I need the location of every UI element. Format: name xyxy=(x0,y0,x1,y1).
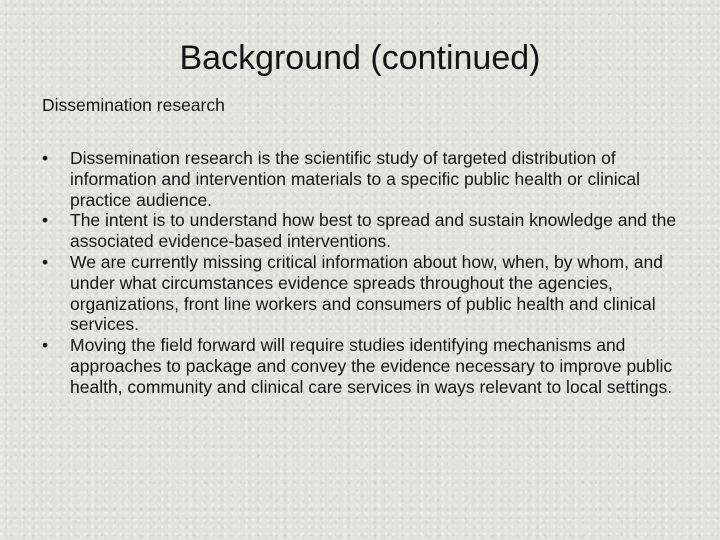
bullet-list xyxy=(42,148,688,398)
bullet-item xyxy=(42,335,688,397)
bullet-text: The intent is to understand how best to spread and sustain knowledge and the associated evidence-based interventions. xyxy=(70,210,677,252)
bullet-text: Dissemination research is the scientific study of targeted distribution of information and intervention materials to a specific public health or clinical practice audience. xyxy=(70,148,641,210)
bullet-marker: • xyxy=(42,210,49,231)
bullet-marker: • xyxy=(42,251,49,272)
bullet-marker: • xyxy=(42,148,49,168)
bullet-marker: • xyxy=(42,335,49,356)
slide-title: Background (continued) xyxy=(179,39,541,77)
slide-subheading: Dissemination research xyxy=(42,95,225,115)
bullet-text: Moving the field forward will require studies identifying mechanisms and approaches to package and convey the evidence necessary to improve public health, community and clinical care services in ways relevant to local settings. xyxy=(70,335,673,397)
bullet-item xyxy=(42,210,688,252)
bullet-text: We are currently missing critical information about how, when, by whom, and under what circumstances evidence spreads throughout the agencies, organizations, front line workers and consumers of public health and clinical services. xyxy=(70,251,664,335)
bullet-item xyxy=(42,252,688,335)
bullet-item xyxy=(42,148,688,210)
